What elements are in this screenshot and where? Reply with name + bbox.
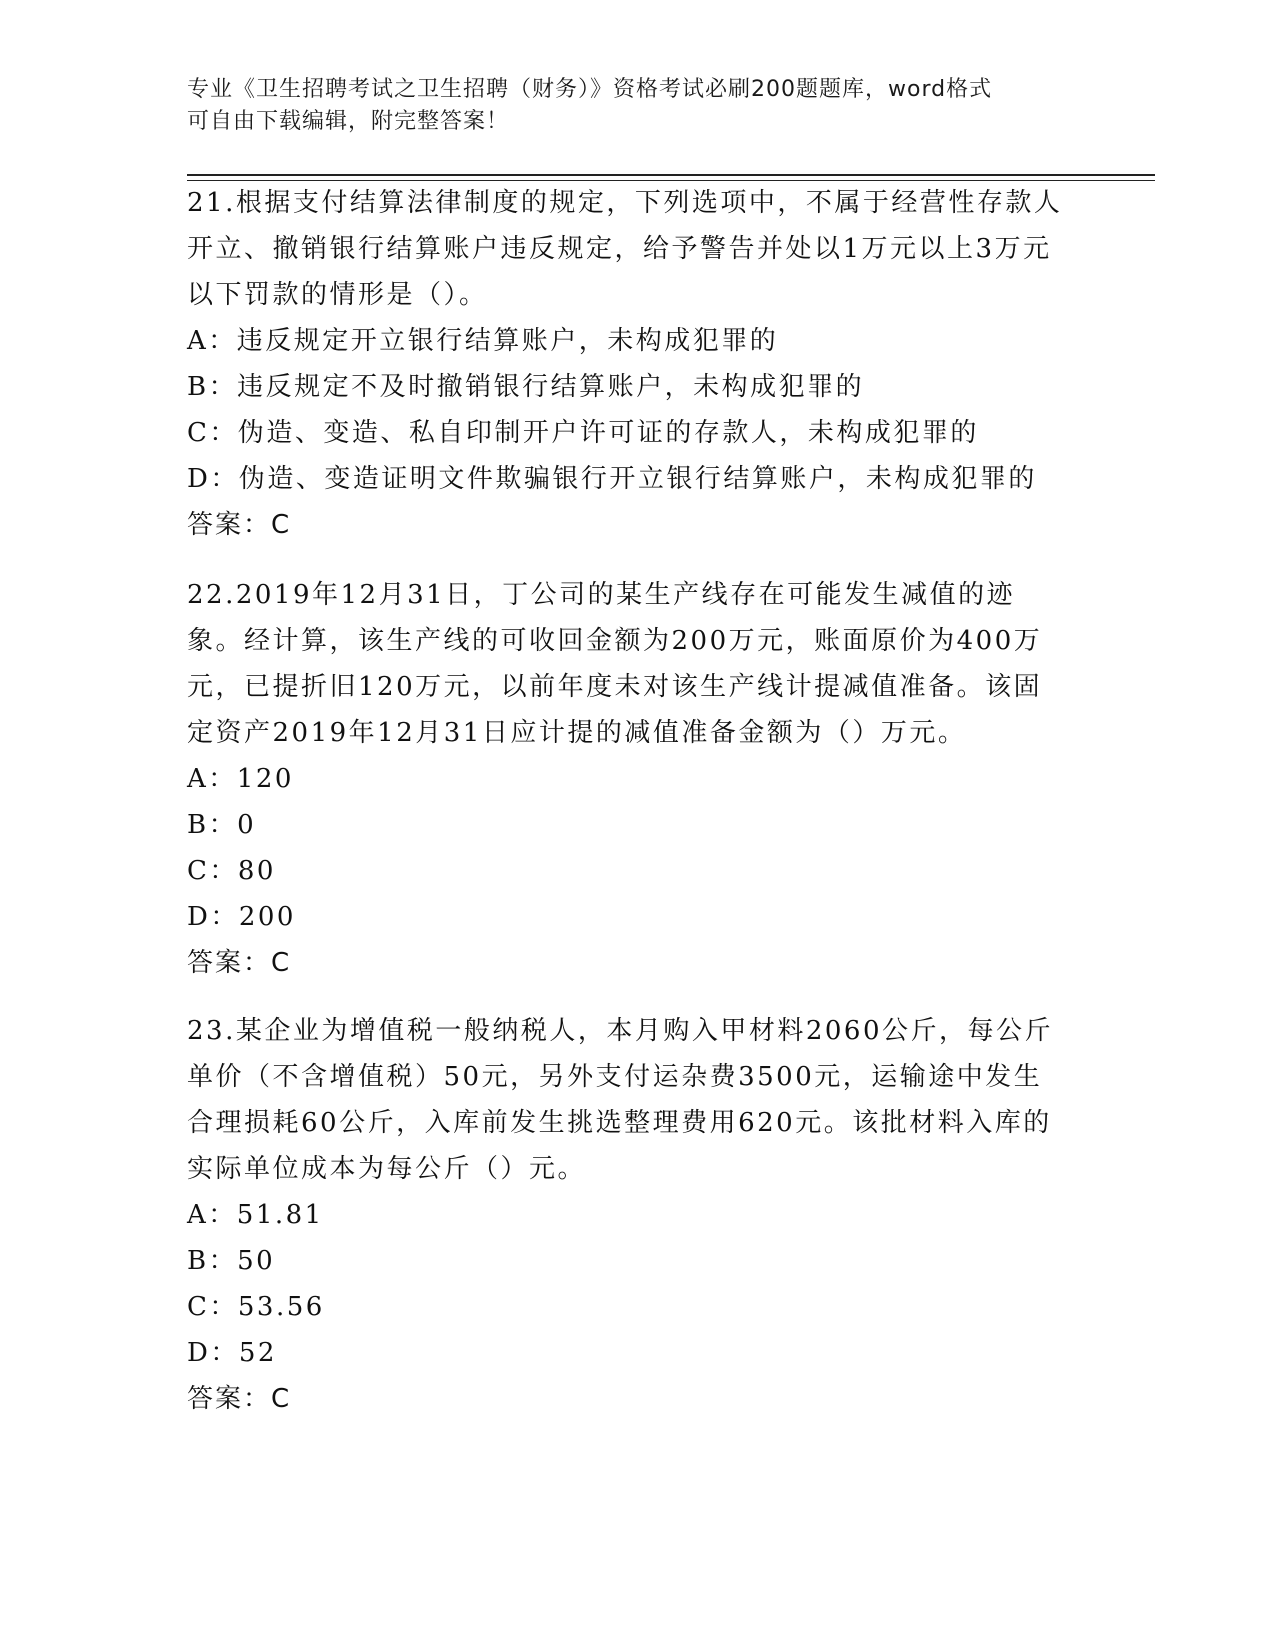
option-d: D：200	[187, 902, 296, 932]
question-23	[187, 1008, 1067, 1422]
option-c: C：80	[187, 856, 276, 886]
question-text: 22.2019年12月31日，丁公司的某生产线存在可能发生减值的迹象。经计算，该生产线的可收回金额为200万元，账面原价为400万元，已提折旧120万元，以前年度未对该生产线计提减值准备。该固定资产2019年12月31日应计提的减值准备金额为（）万元。	[187, 580, 1043, 748]
header-line-2: 可自由下载编辑，附完整答案！	[187, 109, 510, 134]
question-text: 23.某企业为增值税一般纳税人，本月购入甲材料2060公斤，每公斤单价（不含增值税）50元，另外支付运杂费3500元，运输途中发生合理损耗60公斤，入库前发生挑选整理费用620元。该批材料入库的实际单位成本为每公斤（）元。	[187, 1016, 1054, 1184]
option-c: C：53.56	[187, 1292, 325, 1322]
answer: 答案：C	[187, 948, 292, 978]
option-b: B：0	[187, 810, 257, 840]
question-text: 21.根据支付结算法律制度的规定，下列选项中，不属于经营性存款人开立、撤销银行结算账户违反规定，给予警告并处以1万元以上3万元以下罚款的情形是（）。	[187, 188, 1063, 310]
option-d: D：伪造、变造证明文件欺骗银行开立银行结算账户，未构成犯罪的	[187, 464, 1037, 494]
answer: 答案：C	[187, 510, 292, 540]
question-21	[187, 180, 1067, 548]
option-b: B：违反规定不及时撤销银行结算账户，未构成犯罪的	[187, 372, 865, 402]
document-header	[187, 74, 1067, 138]
option-d: D：52	[187, 1338, 277, 1368]
option-c: C：伪造、变造、私自印制开户许可证的存款人，未构成犯罪的	[187, 418, 979, 448]
header-line-1: 专业《卫生招聘考试之卫生招聘（财务）》资格考试必刷200题题库，word格式	[187, 77, 993, 102]
option-a: A：违反规定开立银行结算账户，未构成犯罪的	[187, 326, 779, 356]
option-a: A：51.81	[187, 1200, 324, 1230]
option-b: B：50	[187, 1246, 276, 1276]
option-a: A：120	[187, 764, 294, 794]
header-rule-thick	[187, 174, 1155, 176]
question-22	[187, 572, 1067, 986]
answer: 答案：C	[187, 1384, 292, 1414]
